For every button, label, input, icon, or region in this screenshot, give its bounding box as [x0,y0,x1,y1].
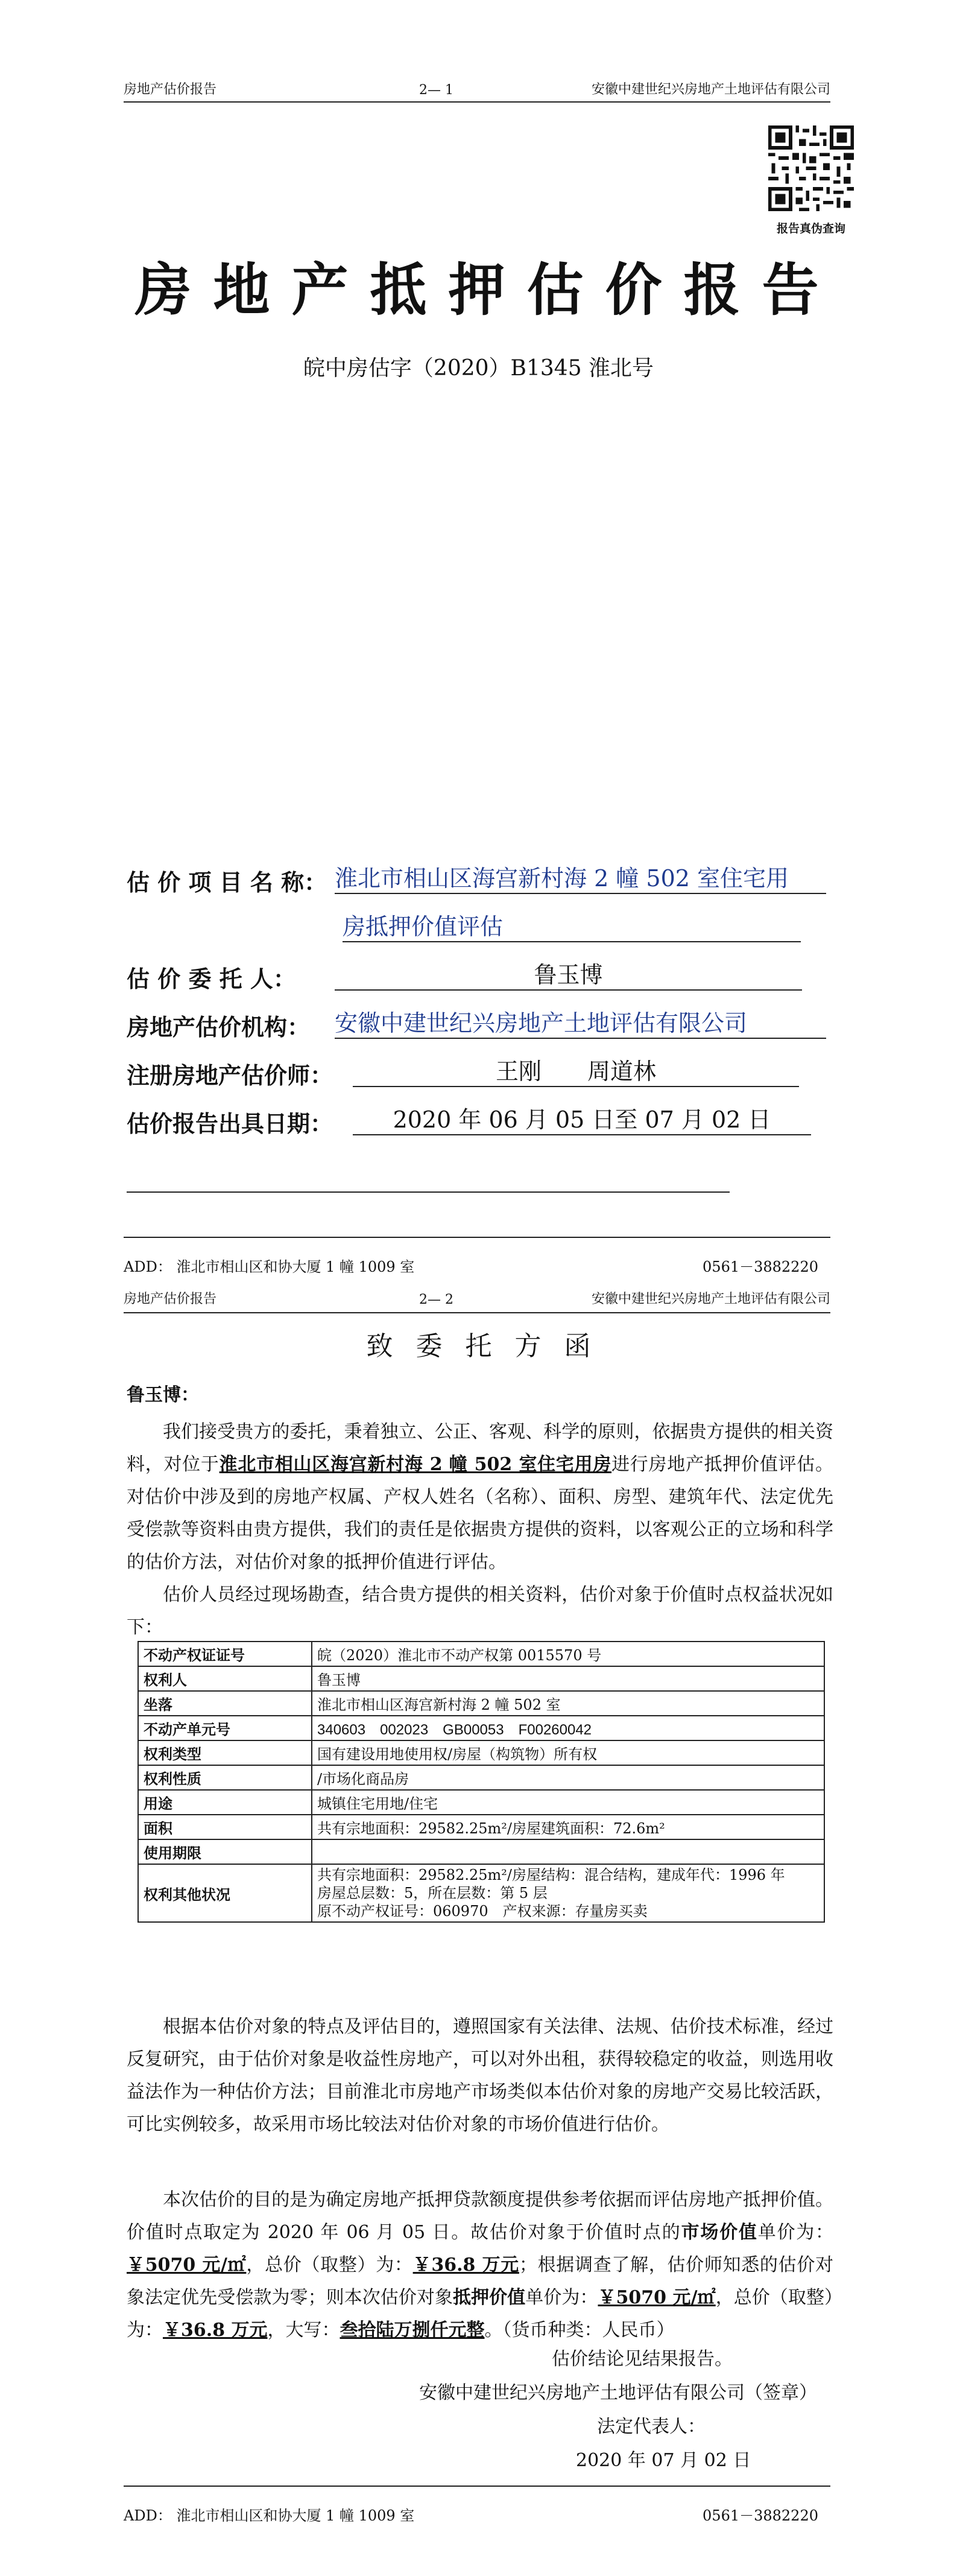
header-left: 房地产估价报告 [124,1292,217,1307]
field-label: 估 价 委 托 人： [127,965,296,992]
field-label: 房地产估价机构： [127,1014,311,1041]
cover-info-block [127,858,832,1147]
table-row [138,1864,824,1922]
text: ；根据调查了解，估价师知悉的估价对象法定优先受偿款为零；则本次估价对象 [127,2254,834,2308]
table-key: 不动产权证证号 [138,1642,312,1666]
amount-in-words: 叁拾陆万捌仟元整 [340,2320,485,2341]
field-label: 注册房地产估价师： [127,1062,333,1089]
table-row [138,1691,824,1716]
text: ，大写： [267,2320,340,2341]
field-value: 安徽中建世纪兴房地产土地评估有限公司 [335,1009,826,1039]
table-row [138,1666,824,1691]
header-company: 安徽中建世纪兴房地产土地评估有限公司 [591,1292,830,1307]
table-key: 用途 [138,1790,312,1815]
table-row [138,1815,824,1839]
field-value: 淮北市相山区海宫新村海 2 幢 502 室住宅用 [335,864,826,894]
addressee: 鲁玉博： [127,1385,199,1406]
field-label: 估 价 项 目 名 称： [127,869,327,896]
letter-title: 致委托方函 [366,1331,614,1362]
field-label: 估价报告出具日期： [127,1110,333,1137]
table-value [312,1839,824,1864]
text: 。（货币种类：人民币） [484,2320,675,2341]
divider [127,1191,730,1193]
paragraph-intro [127,1416,833,1579]
company-signature: 安徽中建世纪兴房地产土地评估有限公司（签章） [419,2382,817,2403]
page-header [124,1288,830,1313]
table-value-line: 共有宗地面积：29582.25m²/房屋结构：混合结构，建成年代：1996 年 [317,1867,785,1883]
paragraph-method: 根据本估价对象的特点及评估目的，遵照国家有关法律、法规、估价技术标准，经过反复研究，由于估价对象是收益性房地产，可以对外出租，获得较稳定的收益，则选用收益法作为一种估价方法；目前淮北市房地产市场类似本估价对象的房地产交易比较活跃，可比实例较多，故采用市场比较法对估价对象的市场价值进行估价。 [127,2016,833,2135]
table-value: 鲁玉博 [312,1666,824,1691]
text: ，总价（取整）为： [246,2254,413,2276]
mortgage-unit-price: ￥5070 元/㎡ [598,2287,716,2308]
field-value: 王刚 周道林 [353,1057,799,1087]
table-row [138,1740,824,1765]
table-value: 淮北市相山区海宫新村海 2 幢 502 室 [312,1691,824,1716]
market-value-label: 市场价值 [681,2222,758,2243]
report-title: 房地产抵押估价报告 [134,257,841,323]
market-unit-price: ￥5070 元/㎡ [127,2254,247,2276]
table-key: 不动产单元号 [138,1716,312,1740]
text: ，总价（取整）为： [127,2287,834,2341]
footer-phone: 0561－3882220 [703,2507,818,2524]
qr-caption: 报告真伪查询 [776,222,845,235]
text: 我们接受贵方的委托，秉着独立、公正、客观、科学的原则，依据贵方提供的相关资料，对位于 [127,1421,833,1475]
page-footer [124,1237,830,1275]
page-footer [124,2486,830,2524]
mortgage-value-label: 抵押价值 [453,2287,526,2308]
table-value: 国有建设用地使用权/房屋（构筑物）所有权 [312,1740,824,1765]
table-row [138,1765,824,1790]
qr-code-icon[interactable] [768,125,854,211]
text: 进行房地产抵押价值评估。对估价中涉及到的房地产权属、产权人姓名（名称）、面积、房型、建筑年代、法定优先受偿款等资料由贵方提供，我们的责任是依据贵方提供的资料，以客观公正的立场和科学的估价方法，对估价对象的抵押价值进行评估。 [127,1454,834,1573]
table-row [138,1839,824,1864]
field-client [127,954,832,1003]
letter-date: 2020 年 07 月 02 日 [576,2450,751,2471]
table-value: /市场化商品房 [312,1765,824,1790]
footer-address: ADD： 淮北市相山区和协大厦 1 幢 1009 室 [124,2507,415,2524]
table-key: 面积 [138,1815,312,1839]
table-key: 坐落 [138,1691,312,1716]
header-company: 安徽中建世纪兴房地产土地评估有限公司 [591,82,830,97]
field-agency [127,1003,832,1051]
paragraph-survey: 估价人员经过现场勘查，结合贵方提供的相关资料，估价对象于价值时点权益状况如下： [127,1584,833,1638]
field-value: 鲁玉博 [335,960,802,991]
field-value: 2020 年 06 月 05 日至 07 月 02 日 [353,1105,811,1135]
table-value-line: 原不动产权证号：060970 产权来源：存量房买卖 [317,1903,648,1920]
property-address: 淮北市相山区海宫新村海 2 幢 502 室住宅用房 [219,1454,612,1475]
header-left: 房地产估价报告 [124,82,217,97]
field-report-date [127,1099,832,1147]
text: 单价为： [757,2222,834,2243]
field-value: 房抵押价值评估 [343,912,801,942]
field-project-name-line2 [127,906,832,954]
table-key: 使用期限 [138,1839,312,1864]
rights-table [137,1641,825,1923]
table-value: 皖（2020）淮北市不动产权第 0015570 号 [312,1642,824,1666]
field-appraisers [127,1051,832,1099]
mortgage-total-price: ￥36.8 万元 [163,2320,268,2341]
market-total-price: ￥36.8 万元 [412,2254,519,2276]
table-row [138,1642,824,1666]
text: 本次估价的目的是为确定房地产抵押贷款额度提供参考依据而评估房地产抵押价值。价值时点取定为 2020 年 06 月 05 日。故估价对象于价值时点的 [127,2189,833,2243]
table-value [312,1864,824,1922]
paragraph-result [127,2184,833,2347]
table-key: 权利人 [138,1666,312,1691]
legal-representative: 法定代表人： [597,2416,706,2437]
text: 单价为： [525,2287,598,2308]
footer-phone: 0561－3882220 [703,1258,818,1275]
table-key: 权利性质 [138,1765,312,1790]
table-value: 共有宗地面积：29582.25m²/房屋建筑面积：72.6m² [312,1815,824,1839]
page-header [124,78,830,103]
field-project-name [127,858,832,906]
footer-address: ADD： 淮北市相山区和协大厦 1 幢 1009 室 [124,1258,415,1275]
letter-page [0,1288,957,2576]
table-value: 城镇住宅用地/住宅 [312,1790,824,1815]
table-value: 340603 002023 GB00053 F00260042 [312,1716,824,1740]
table-key: 权利其他状况 [138,1864,312,1922]
conclusion-note: 估价结论见结果报告。 [552,2349,733,2370]
table-value-line: 房屋总层数：5，所在层数：第 5 层 [317,1885,548,1902]
header-page-number: 2— 1 [419,83,453,98]
table-row [138,1716,824,1740]
table-key: 权利类型 [138,1740,312,1765]
table-row [138,1790,824,1815]
header-page-number: 2— 2 [419,1292,453,1307]
document-number: 皖中房估字（2020）B1345 淮北号 [303,356,654,381]
